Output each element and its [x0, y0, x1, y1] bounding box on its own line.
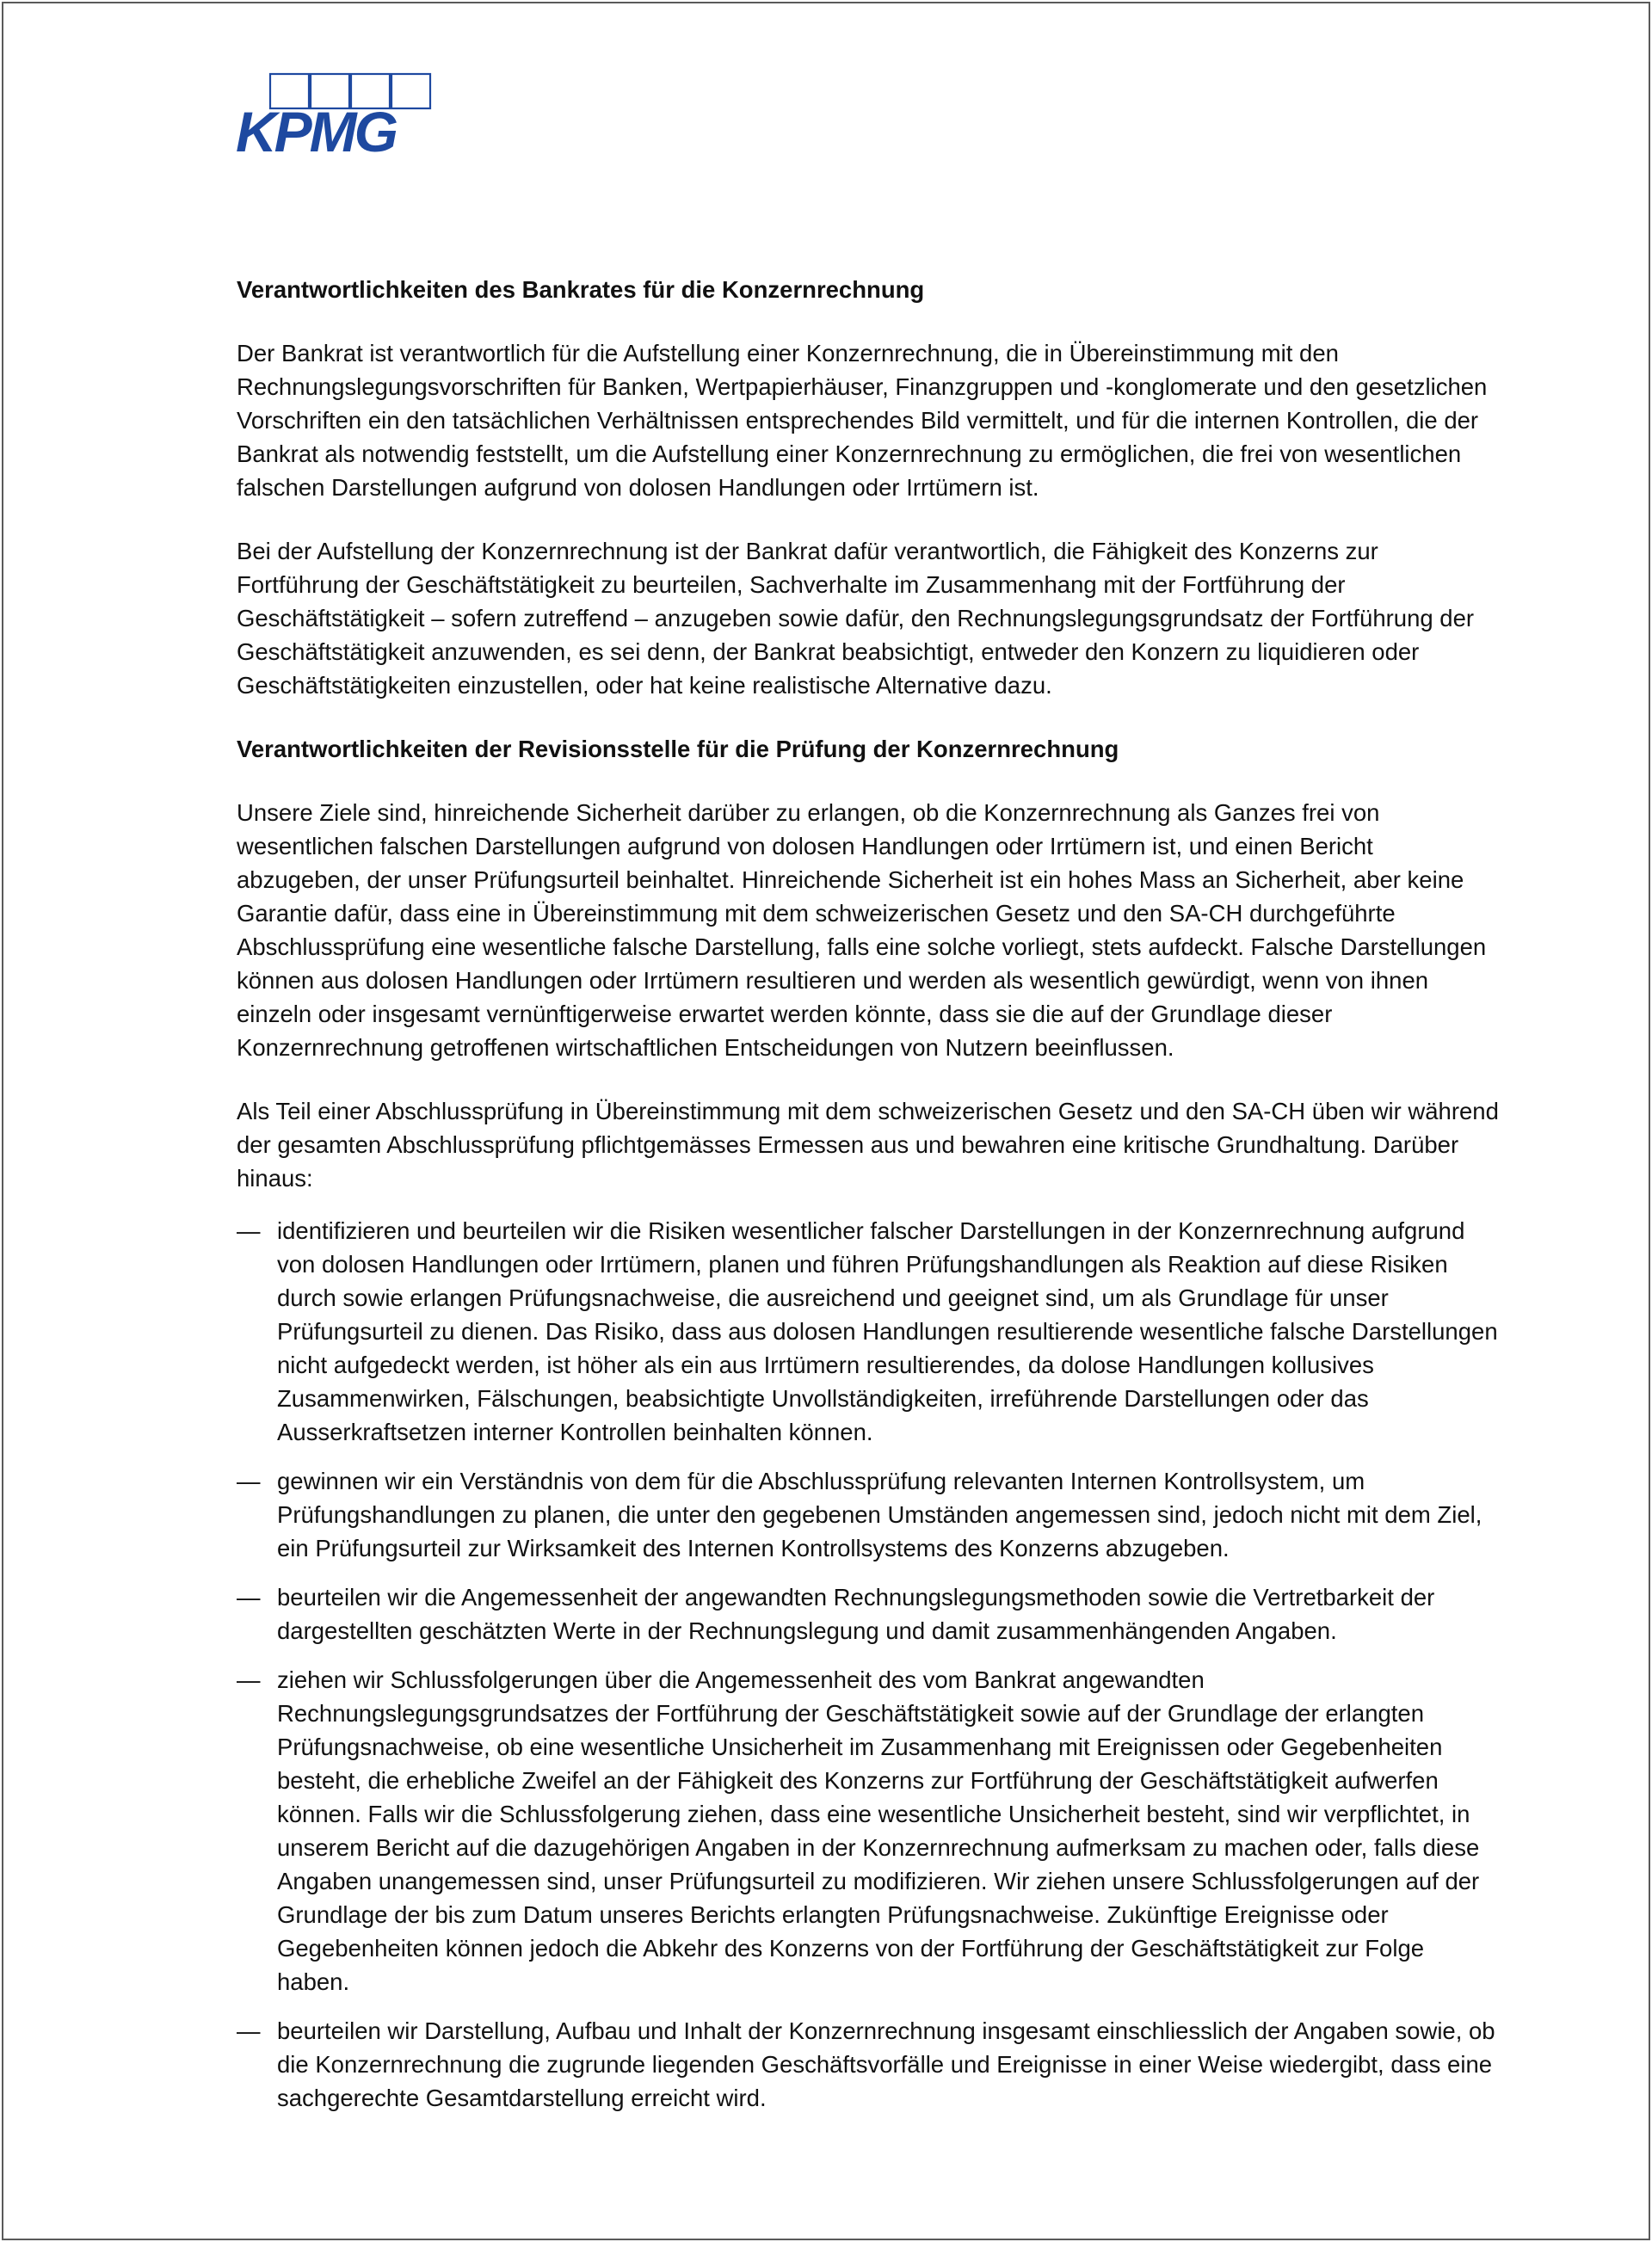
list-item — [237, 1214, 1501, 1449]
dash-bullet-icon: — — [237, 1468, 261, 1494]
kpmg-logo-text: KPMG — [236, 100, 396, 158]
paragraph: Der Bankrat ist verantwortlich für die Aufstellung einer Konzernrechnung, die in Übereinstimmung mit den Rechnungslegungsvorschriften für Banken, Wertpapierhäuser, Finanzgruppen und -konglomerate und den gesetzlichen Vorschriften ein den tatsächlichen Verhältnissen entsprechendes Bild vermittelt, und für die internen Kontrollen, die der Bankrat als notwendig feststellt, um die Aufstellung einer Konzernrechnung zu ermöglichen, die frei von wesentlichen falschen Darstellungen aufgrund von dolosen Handlungen oder Irrtümern ist. — [237, 340, 1488, 501]
list-item-text: beurteilen wir die Angemessenheit der angewandten Rechnungslegungsmethoden sowie die Vertretbarkeit der dargestellten geschätzten Werte in der Rechnungslegung und damit zusammenhängenden Angaben. — [277, 1584, 1435, 1644]
section-heading-bankrat: Verantwortlichkeiten des Bankrates für die Konzernrechnung — [237, 276, 925, 303]
kpmg-logo — [236, 72, 434, 158]
list-item-text: gewinnen wir ein Verständnis von dem für die Abschlussprüfung relevanten Internen Kontrollsystem, um Prüfungshandlungen zu planen, die unter den gegebenen Umständen angemessen sind, jedoch nicht mit dem Ziel, ein Prüfungsurteil zur Wirksamkeit des Internen Kontrollsystems des Konzerns abzugeben. — [277, 1468, 1482, 1561]
paragraph: Bei der Aufstellung der Konzernrechnung ist der Bankrat dafür verantwortlich, die Fähigkeit des Konzerns zur Fortführung der Geschäftstätigkeit zu beurteilen, Sachverhalte im Zusammenhang mit der Fortführung der Geschäftstätigkeit – sofern zutreffend – anzugeben sowie dafür, den Rechnungslegungsgrundsatz der Fortführung der Geschäftstätigkeit anzuwenden, es sei denn, der Bankrat beabsichtigt, entweder den Konzern zu liquidieren oder Geschäftstätigkeiten einzustellen, oder hat keine realistische Alternative dazu. — [237, 538, 1475, 699]
section-heading-revisionsstelle: Verantwortlichkeiten der Revisionsstelle für die Prüfung der Konzernrechnung — [237, 736, 1119, 762]
list-item — [237, 1663, 1501, 1999]
paragraph: Unsere Ziele sind, hinreichende Sicherheit darüber zu erlangen, ob die Konzernrechnung als Ganzes frei von wesentlichen falschen Darstellungen aufgrund von dolosen Handlungen oder Irrtümern ist, und einen Bericht abzugeben, der unser Prüfungsurteil beinhaltet. Hinreichende Sicherheit ist ein hohes Mass an Sicherheit, aber keine Garantie dafür, dass eine in Übereinstimmung mit dem schweizerischen Gesetz und den SA-CH durchgeführte Abschlussprüfung eine wesentliche falsche Darstellung, falls eine solche vorliegt, stets aufdeckt. Falsche Darstellungen können aus dolosen Handlungen oder Irrtümern resultieren und werden als wesentlich gewürdigt, wenn von ihnen einzeln oder insgesamt vernünftigerweise erwartet werden könnte, dass sie die auf der Grundlage dieser Konzernrechnung getroffenen wirtschaftlichen Entscheidungen von Nutzern beeinflussen. — [237, 799, 1487, 1061]
list-item-text: identifizieren und beurteilen wir die Risiken wesentlicher falscher Darstellungen in der Konzernrechnung aufgrund von dolosen Handlungen oder Irrtümern, planen und führen Prüfungshandlungen als Reaktion auf diese Risiken durch sowie erlangen Prüfungsnachweise, die ausreichend und geeignet sind, um als Grundlage für unser Prüfungsurteil zu dienen. Das Risiko, dass aus dolosen Handlungen resultierende wesentliche falsche Darstellungen nicht aufgedeckt werden, ist höher als ein aus Irrtümern resultierendes, da dolose Handlungen kollusives Zusammenwirken, Fälschungen, beabsichtigte Unvollständigkeiten, irreführende Darstellungen oder das Ausserkraftsetzen interner Kontrollen beinhalten können. — [277, 1217, 1498, 1445]
list-item — [237, 1464, 1501, 1565]
list-item-text: beurteilen wir Darstellung, Aufbau und Inhalt der Konzernrechnung insgesamt einschliesslich der Angaben sowie, ob die Konzernrechnung die zugrunde liegenden Geschäftsvorfälle und Ereignisse in einer Weise wiedergibt, dass eine sachgerechte Gesamtdarstellung erreicht wird. — [277, 2017, 1495, 2111]
dash-bullet-icon: — — [237, 1666, 261, 1693]
dash-bullet-icon: — — [237, 1217, 261, 1244]
list-item — [237, 1580, 1501, 1648]
bullet-list — [237, 1214, 1501, 2115]
document-body — [237, 273, 1501, 2130]
dash-bullet-icon: — — [237, 2017, 261, 2044]
dash-bullet-icon: — — [237, 1584, 261, 1611]
list-item — [237, 2014, 1501, 2115]
paragraph: Als Teil einer Abschlussprüfung in Übereinstimmung mit dem schweizerischen Gesetz und den SA-CH üben wir während der gesamten Abschlussprüfung pflichtgemässes Ermessen aus und bewahren eine kritische Grundhaltung. Darüber hinaus: — [237, 1098, 1499, 1192]
list-item-text: ziehen wir Schlussfolgerungen über die Angemessenheit des vom Bankrat angewandten Rechnungslegungsgrundsatzes der Fortführung der Geschäftstätigkeit sowie auf der Grundlage der erlangten Prüfungsnachweise, ob eine wesentliche Unsicherheit im Zusammenhang mit Ereignissen oder Gegebenheiten besteht, die erhebliche Zweifel an der Fähigkeit des Konzerns zur Fortführung der Geschäftstätigkeit aufwerfen können. Falls wir die Schlussfolgerung ziehen, dass eine wesentliche Unsicherheit besteht, sind wir verpflichtet, in unserem Bericht auf die dazugehörigen Angaben in der Konzernrechnung aufmerksam zu machen oder, falls diese Angaben unangemessen sind, unser Prüfungsurteil zu modifizieren. Wir ziehen unsere Schlussfolgerungen auf der Grundlage der bis zum Datum unseres Berichts erlangten Prüfungsnachweise. Zukünftige Ereignisse oder Gegebenheiten können jedoch die Abkehr des Konzerns von der Fortführung der Geschäftstätigkeit zur Folge haben. — [277, 1666, 1480, 1995]
